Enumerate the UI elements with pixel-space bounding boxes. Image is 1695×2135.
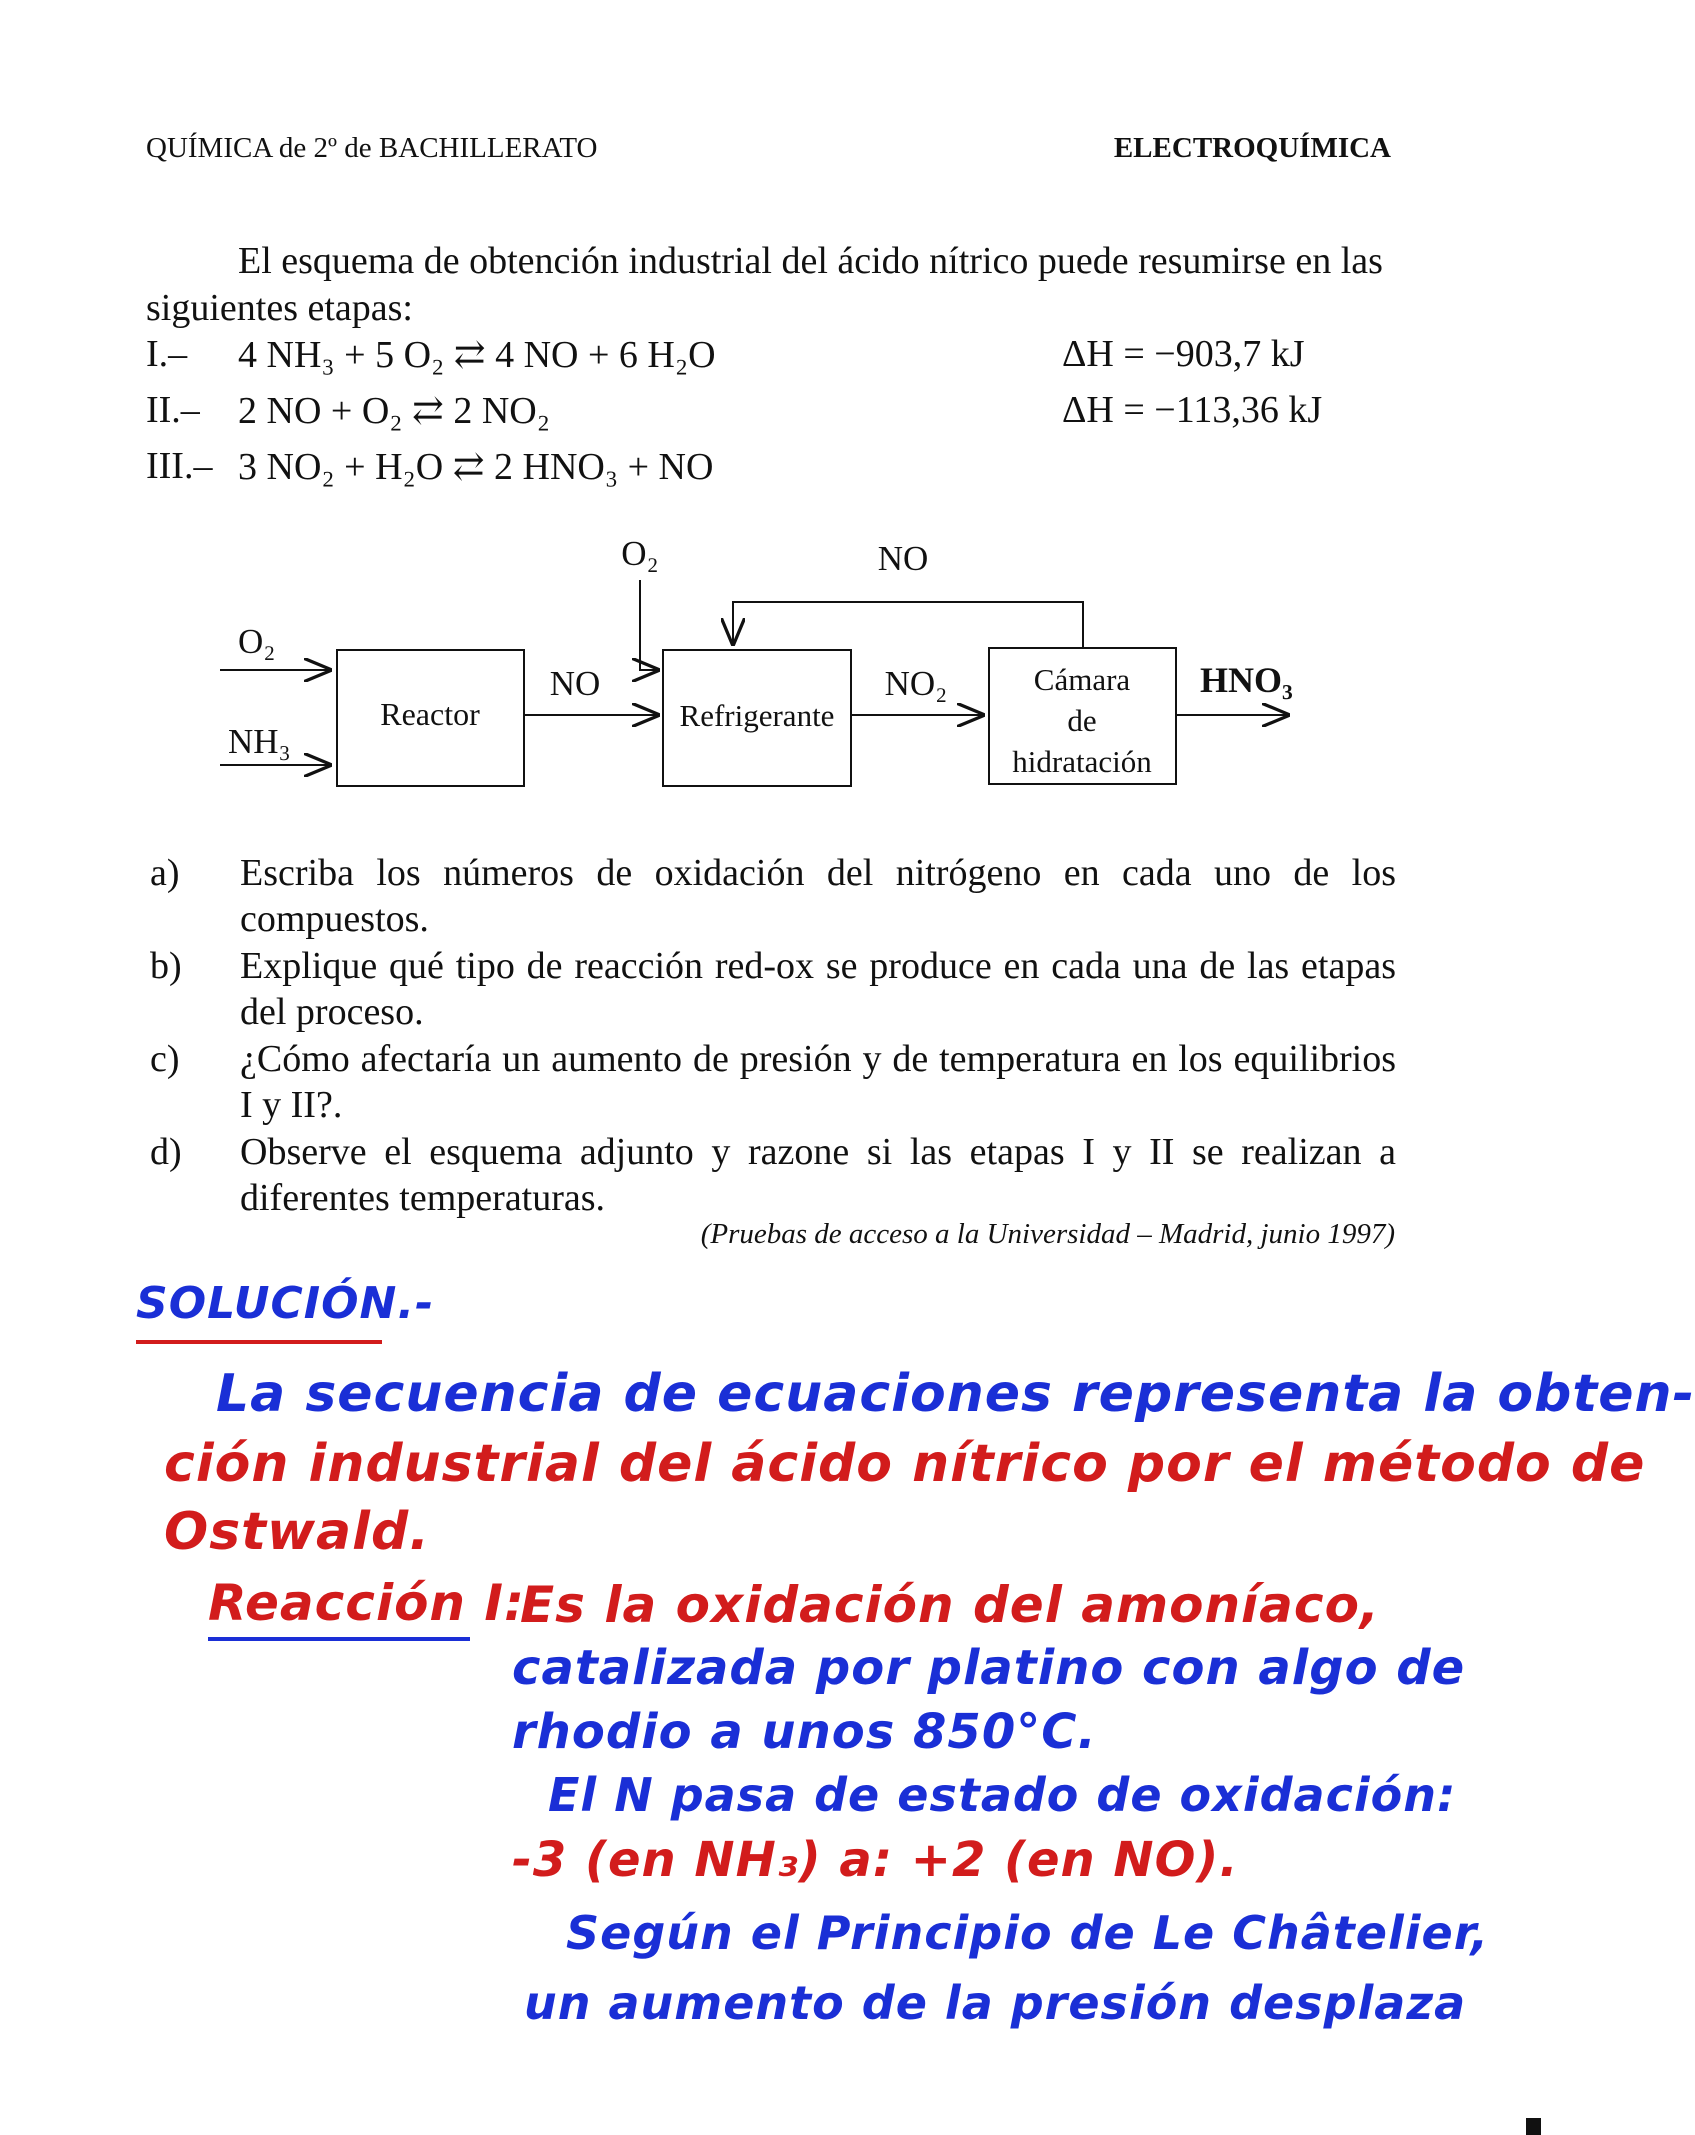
reaction-row-1: [146, 332, 1396, 380]
reaction-equation: 4 NH₃ + 5 O₂ ⇄ 4 NO + 6 H₂O: [238, 334, 716, 376]
reaction-label: I.–: [146, 333, 188, 375]
reaction-label: III.–: [146, 445, 213, 487]
arrow-recycle-no: [733, 602, 1083, 648]
label-camara-1: Cámara: [1033, 662, 1131, 697]
label-no2: NO₂: [884, 664, 948, 703]
arrow-o2-top: [640, 580, 660, 670]
intro-text: El esquema de obtención industrial del ácido nítrico puede resumirse en las siguientes etapas:: [146, 240, 1383, 329]
reaction-equation: 3 NO₂ + H₂O ⇄ 2 HNO₃ + NO: [238, 446, 714, 488]
header-topic: ELECTROQUÍMICA: [1113, 132, 1391, 164]
question-text: Escriba los números de oxidación del nitrógeno en cada uno de los compuestos.: [240, 852, 1396, 940]
question-label: d): [150, 1131, 182, 1173]
reaction-equation: 2 NO + O₂ ⇄ 2 NO₂: [238, 390, 550, 432]
question-a: [146, 850, 1396, 942]
question-label: c): [150, 1038, 180, 1080]
solution-line-3: Ostwald.: [164, 1502, 430, 1562]
solution-reaction-line-4: El N pasa de estado de oxidación:: [548, 1768, 1457, 1822]
header-course: QUÍMICA de 2º de BACHILLERATO: [146, 132, 598, 164]
question-label: b): [150, 945, 182, 987]
heading-underline: [136, 1340, 382, 1344]
solution-reaction-line-6: Según el Principio de Le Châtelier,: [566, 1906, 1490, 1960]
question-text: ¿Cómo afectaría un aumento de presión y de temperatura en los equilibrios I y II?.: [240, 1038, 1396, 1126]
question-d: [146, 1129, 1396, 1221]
solution-line-1: La secuencia de ecuaciones representa la obten-: [216, 1364, 1695, 1424]
label-refrigerante: Refrigerante: [679, 698, 835, 733]
reaction-row-3: [146, 444, 1396, 492]
reaction-label: II.–: [146, 389, 200, 431]
label-nh3-in: NH₃: [228, 722, 291, 761]
solution-reaction-line-7: un aumento de la presión desplaza: [524, 1976, 1467, 2030]
reaction-enthalpy: ΔH = −113,36 kJ: [1062, 389, 1323, 431]
label-hno3-out: HNO₃: [1200, 660, 1293, 700]
reaction-enthalpy: ΔH = −903,7 kJ: [1062, 333, 1305, 375]
question-c: [146, 1036, 1396, 1128]
solution-reaction-line-2: catalizada por platino con algo de: [512, 1640, 1466, 1696]
intro-paragraph: [146, 238, 1396, 332]
label-camara-2: de: [1067, 703, 1097, 738]
scan-edge-mark: [1526, 2118, 1541, 2135]
label-recycle-no: NO: [877, 539, 929, 578]
reaction-row-2: [146, 388, 1396, 436]
question-text: Explique qué tipo de reacción red-ox se produce en cada una de las etapas del proceso.: [240, 945, 1396, 1033]
label-reactor: Reactor: [380, 696, 480, 732]
solution-reaction-line-5: -3 (en NH₃) a: +2 (en NO).: [512, 1832, 1239, 1888]
solution-line-2: ción industrial del ácido nítrico por el método de: [164, 1434, 1646, 1494]
process-diagram: [0, 520, 1541, 810]
solution-reaction-line-1: Es la oxidación del amoníaco,: [520, 1576, 1380, 1634]
label-no: NO: [549, 664, 601, 703]
exam-source: (Pruebas de acceso a la Universidad – Madrid, junio 1997): [700, 1218, 1395, 1250]
reaction-label-underline: [208, 1637, 470, 1641]
reaction-i-label: Reacción I:: [208, 1574, 526, 1632]
solution-heading: SOLUCIÓN.-: [136, 1278, 435, 1329]
label-camara-3: hidratación: [1012, 744, 1152, 779]
solution-reaction-line-3: rhodio a unos 850°C.: [512, 1704, 1097, 1760]
question-text: Observe el esquema adjunto y razone si las etapas I y II se realizan a diferentes temperaturas.: [240, 1131, 1396, 1219]
label-o2-in: O₂: [238, 622, 276, 661]
question-label: a): [150, 852, 180, 894]
label-o2-top: O₂: [621, 534, 659, 573]
question-b: [146, 943, 1396, 1035]
